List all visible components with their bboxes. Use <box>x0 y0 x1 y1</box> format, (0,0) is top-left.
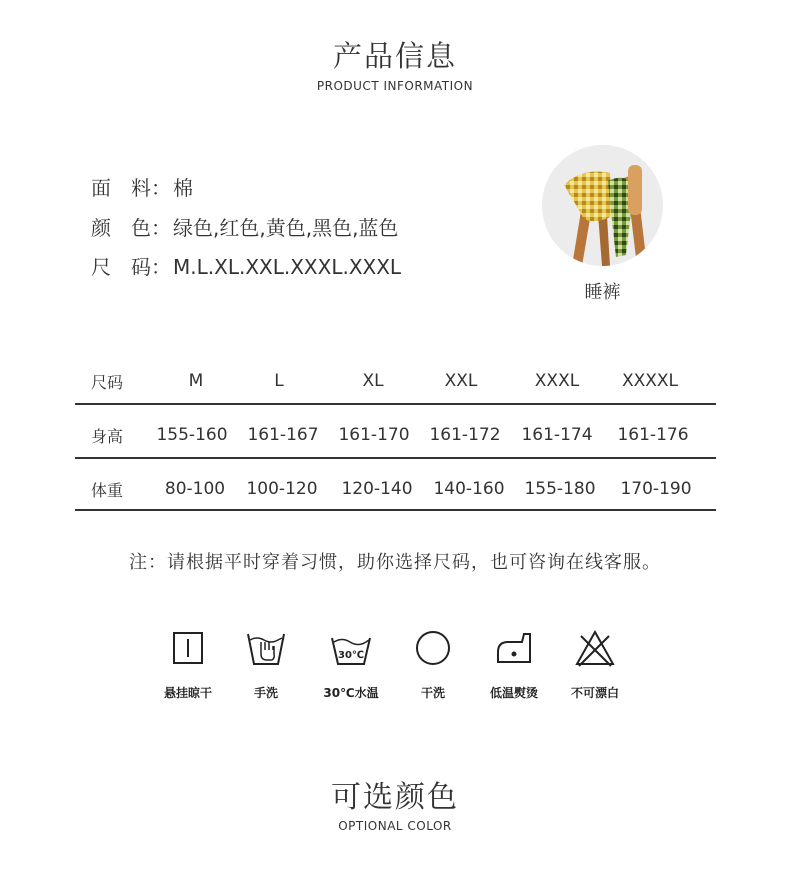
spec-value: 棉 <box>173 176 193 200</box>
table-divider <box>75 509 716 511</box>
svg-text:30℃: 30℃ <box>337 650 365 661</box>
table-cell: 161-172 <box>429 425 501 445</box>
spec-label: 颜 色： <box>91 216 171 240</box>
table-header-cell: M <box>188 371 204 391</box>
table-row <box>75 409 716 461</box>
table-cell: 100-120 <box>246 479 318 499</box>
spec-label: 尺 码： <box>91 255 171 279</box>
product-caption: 睡裤 <box>584 282 621 303</box>
section-title: 可选颜色 <box>331 780 459 815</box>
table-row-label: 体重 <box>91 480 124 500</box>
spec-value: M.L.XL.XXL.XXXL.XXXL <box>173 255 402 279</box>
spec-label: 面 料： <box>91 176 171 200</box>
spec-value: 绿色,红色,黄色,黑色,蓝色 <box>173 216 399 240</box>
care-label: 30℃水温 <box>323 686 379 700</box>
spec-fabric <box>91 172 193 201</box>
dry-clean-icon <box>413 628 453 668</box>
table-header-cell: L <box>274 371 284 391</box>
section-title: 产品信息 <box>332 39 457 73</box>
care-label: 低温熨烫 <box>489 686 538 700</box>
care-label: 悬挂晾干 <box>163 686 212 700</box>
table-cell: 161-174 <box>521 425 593 445</box>
table-cell: 161-176 <box>617 425 689 445</box>
table-header-row <box>75 355 716 407</box>
table-header-cell: 尺码 <box>91 372 124 392</box>
section-subtitle: OPTIONAL COLOR <box>338 819 452 833</box>
table-divider <box>75 457 716 459</box>
pajama-pants-image <box>542 145 663 266</box>
care-item-wash-30 <box>309 628 393 701</box>
table-cell: 161-170 <box>338 425 410 445</box>
iron-low-icon <box>492 628 536 668</box>
care-label: 不可漂白 <box>570 686 619 700</box>
table-row-label: 身高 <box>91 426 124 446</box>
table-header-cell: XXXXL <box>621 371 679 391</box>
hang-dry-icon <box>168 628 208 668</box>
care-item-hand-wash <box>224 628 308 701</box>
care-instructions <box>146 628 646 698</box>
table-header-cell: XL <box>362 371 384 391</box>
size-table <box>75 355 716 407</box>
table-cell: 80-100 <box>164 479 226 499</box>
wash-30-icon <box>328 628 374 668</box>
no-bleach-icon <box>573 628 617 668</box>
table-cell: 170-190 <box>620 479 692 499</box>
hand-wash-icon <box>244 628 288 668</box>
section-subtitle: PRODUCT INFORMATION <box>316 79 474 93</box>
product-thumbnail <box>542 145 663 266</box>
spec-sizes <box>91 251 401 280</box>
table-row <box>75 463 716 515</box>
table-cell: 155-160 <box>156 425 228 445</box>
care-label: 手洗 <box>253 686 278 700</box>
table-cell: 140-160 <box>433 479 505 499</box>
care-label: 干洗 <box>420 686 445 700</box>
care-item-no-bleach <box>553 628 637 701</box>
table-cell: 155-180 <box>524 479 596 499</box>
table-cell: 120-140 <box>341 479 413 499</box>
care-item-iron-low <box>472 628 556 701</box>
table-header-cell: XXXL <box>534 371 580 391</box>
care-item-dry-clean <box>391 628 475 701</box>
table-header-cell: XXL <box>444 371 478 391</box>
table-cell: 161-167 <box>247 425 319 445</box>
size-note: 注：请根据平时穿着习惯，助你选择尺码，也可咨询在线客服。 <box>129 552 661 573</box>
care-item-hang-dry <box>146 628 230 701</box>
table-divider <box>75 403 716 405</box>
spec-colors <box>91 212 398 241</box>
